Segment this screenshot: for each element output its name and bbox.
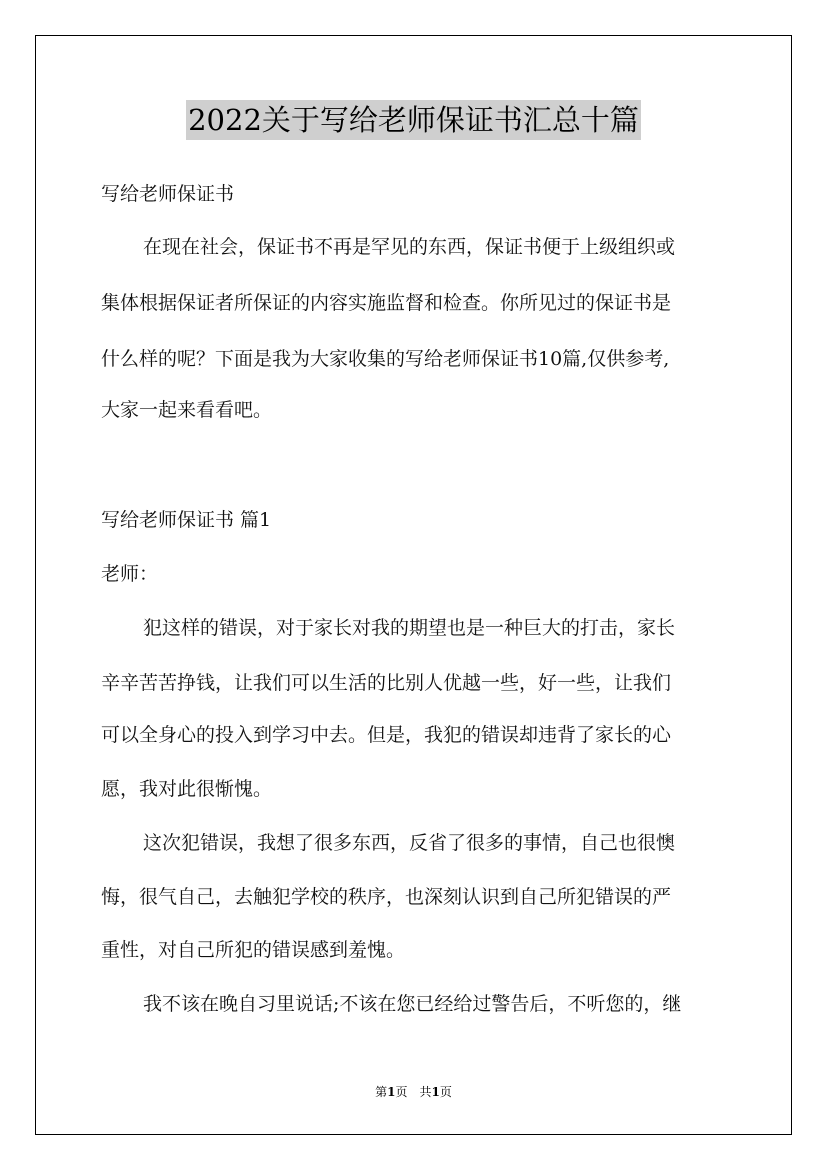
body-line: 重性，对自己所犯的错误感到羞愧。 bbox=[101, 939, 406, 961]
body-line: 辛辛苦苦挣钱，让我们可以生活的比别人优越一些，好一些，让我们 bbox=[101, 672, 672, 694]
body-line: 悔，很气自己，去触犯学校的秩序，也深刻认识到自己所犯错误的严 bbox=[101, 886, 672, 908]
footer-prefix: 第 bbox=[375, 1085, 388, 1099]
intro-line: 什么样的呢？下面是我为大家收集的写给老师保证书10篇,仅供参考, bbox=[101, 348, 670, 370]
footer-mid: 页 共 bbox=[395, 1085, 432, 1099]
document-title: 2022关于写给老师保证书汇总十篇 bbox=[186, 100, 641, 140]
salutation: 老师： bbox=[101, 563, 159, 585]
body-line: 犯这样的错误，对于家长对我的期望也是一种巨大的打击，家长 bbox=[143, 617, 676, 639]
body-line: 可以全身心的投入到学习中去。但是，我犯的错误却违背了家长的心 bbox=[101, 724, 672, 746]
body-line: 这次犯错误，我想了很多东西，反省了很多的事情，自己也很懊 bbox=[143, 832, 676, 854]
intro-line: 大家一起来看看吧。 bbox=[101, 399, 273, 421]
page-footer bbox=[0, 1083, 827, 1100]
footer-page-number: 1 bbox=[387, 1085, 396, 1099]
section-heading: 写给老师保证书 篇1 bbox=[101, 509, 272, 531]
body-line: 愿，我对此很惭愧。 bbox=[101, 778, 273, 800]
body-line: 我不该在晚自习里说话;不该在您已经给过警告后，不听您的，继 bbox=[143, 993, 682, 1015]
title-container bbox=[0, 100, 827, 140]
footer-page-total: 1 bbox=[431, 1085, 440, 1099]
intro-line: 在现在社会，保证书不再是罕见的东西，保证书便于上级组织或 bbox=[143, 236, 676, 258]
footer-suffix: 页 bbox=[439, 1085, 452, 1099]
intro-line: 集体根据保证者所保证的内容实施监督和检查。你所见过的保证书是 bbox=[101, 292, 672, 314]
intro-heading: 写给老师保证书 bbox=[101, 183, 235, 205]
